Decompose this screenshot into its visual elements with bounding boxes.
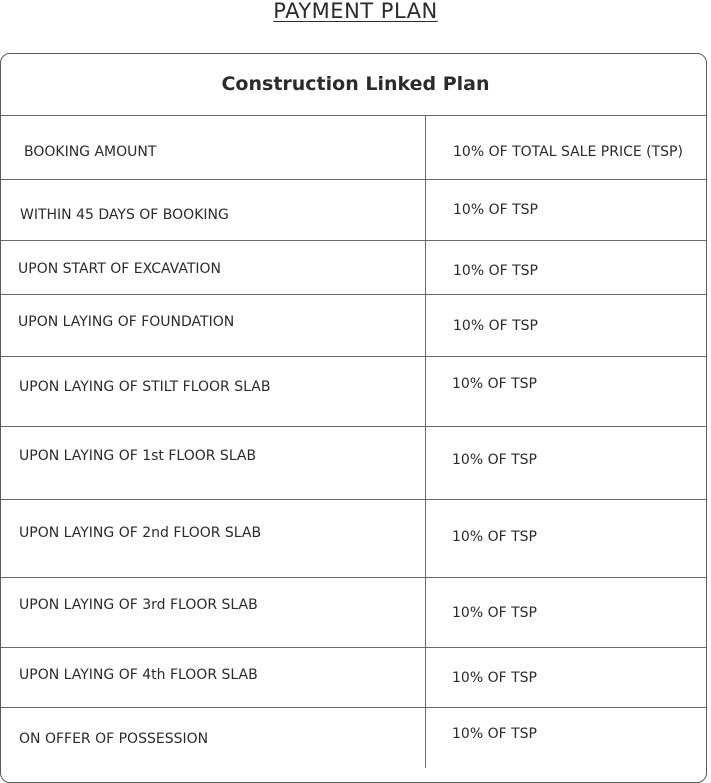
stage-cell: UPON START OF EXCAVATION [18, 261, 222, 277]
stage-cell: BOOKING AMOUNT [24, 144, 157, 160]
payment-cell: 10% OF TSP [452, 452, 537, 468]
row-divider [1, 179, 707, 180]
payment-cell: 10% OF TSP [452, 605, 537, 621]
stage-cell: UPON LAYING OF 3rd FLOOR SLAB [19, 597, 258, 613]
stage-cell: WITHIN 45 DAYS OF BOOKING [20, 207, 229, 223]
column-divider [425, 115, 426, 768]
payment-cell: 10% OF TOTAL SALE PRICE (TSP) [453, 144, 683, 160]
page-title: PAYMENT PLAN [273, 0, 438, 23]
stage-cell: UPON LAYING OF 4th FLOOR SLAB [19, 667, 258, 683]
stage-cell: UPON LAYING OF STILT FLOOR SLAB [19, 379, 271, 395]
stage-cell: ON OFFER OF POSSESSION [19, 731, 209, 747]
row-divider [1, 426, 707, 427]
row-divider [1, 647, 707, 648]
payment-cell: 10% OF TSP [453, 318, 538, 334]
stage-cell: UPON LAYING OF 2nd FLOOR SLAB [19, 525, 262, 541]
plan-header: Construction Linked Plan [221, 73, 490, 95]
row-divider [1, 499, 707, 500]
payment-cell: 10% OF TSP [452, 376, 537, 392]
payment-cell: 10% OF TSP [452, 726, 537, 742]
row-divider [1, 577, 707, 578]
stage-cell: UPON LAYING OF 1st FLOOR SLAB [19, 448, 257, 464]
row-divider [1, 240, 707, 241]
payment-cell: 10% OF TSP [453, 202, 538, 218]
row-divider [1, 707, 707, 708]
row-divider [1, 115, 707, 116]
row-divider [1, 356, 707, 357]
payment-cell: 10% OF TSP [452, 529, 537, 545]
payment-cell: 10% OF TSP [452, 670, 537, 686]
stage-cell: UPON LAYING OF FOUNDATION [18, 314, 235, 330]
row-divider [1, 294, 707, 295]
payment-cell: 10% OF TSP [453, 263, 538, 279]
